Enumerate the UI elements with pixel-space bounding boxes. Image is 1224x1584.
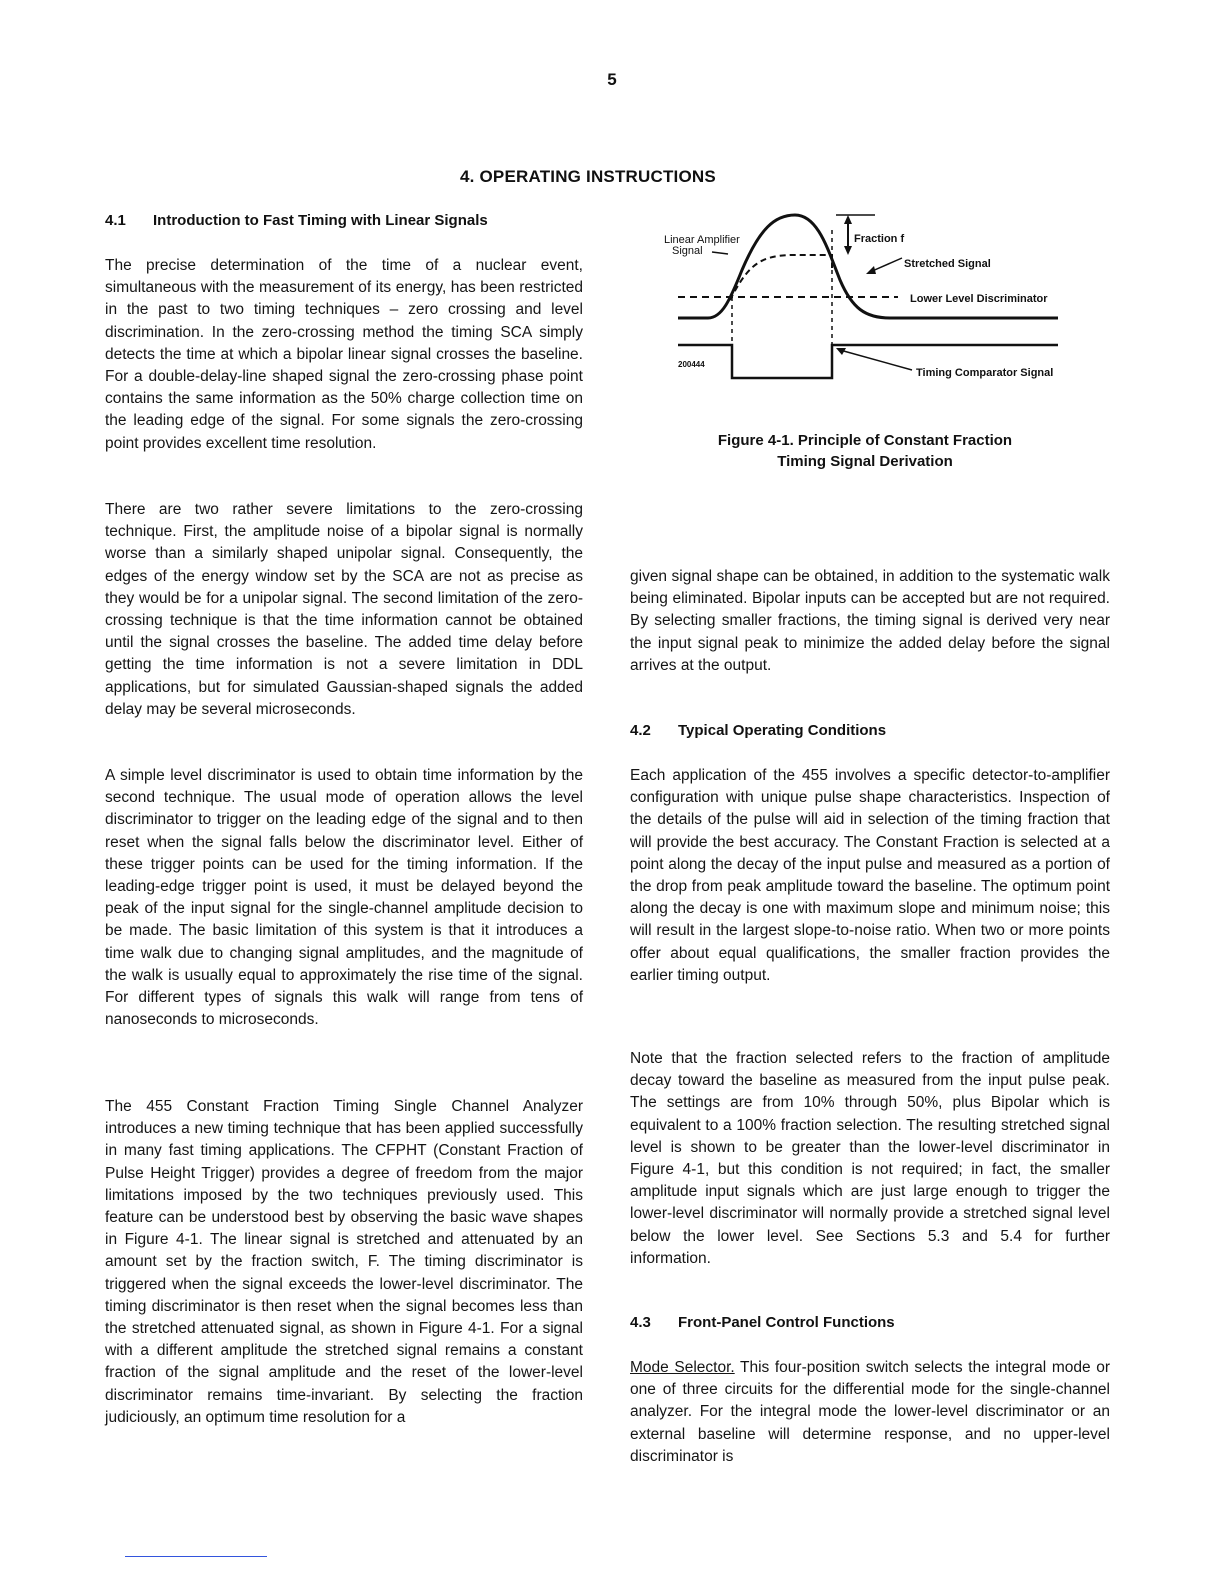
label-linear-amplifier: Linear Amplifier xyxy=(664,234,740,246)
fraction-arrowhead-up xyxy=(844,215,852,224)
section-number: 4.1 xyxy=(105,212,126,229)
section-title: Introduction to Fast Timing with Linear Signals xyxy=(153,212,488,229)
figure-caption xyxy=(660,430,1070,472)
label-signal: Signal xyxy=(672,245,703,257)
caption-line-1: Figure 4-1. Principle of Constant Fraction xyxy=(717,432,1013,449)
section-heading-4-1 xyxy=(105,212,488,229)
signal-pointer xyxy=(712,252,728,254)
paragraph-zero-crossing-limitations: There are two rather severe limitations to the zero-crossing technique. First, the amplitude noise of a bipolar signal is normally worse than a similarly shaped unipolar signal. Consequently, the edges of the energy window set by the SCA are not as precise as they would be for a unipolar signal. The second limitation of the zero-crossing technique is that the time information cannot be obtained until the signal crosses the baseline. The added time delay before getting the time information is not a severe limitation in DDL applications, but for simulated Gaussian-shaped signals the added delay may be several microseconds. xyxy=(105,501,583,718)
paragraph-mode-selector xyxy=(630,1357,1110,1468)
paragraph-zero-crossing-intro: The precise determination of the time of a nuclear event, simultaneous with the measurement of its energy, has been restricted in the past to two timing techniques – zero crossing and level discrimination. In the zero-crossing method the timing SCA simply detects the time at which a bipolar linear signal crosses the baseline. For a double-delay-line shaped signal the zero-crossing phase point contains the same information as the 50% charge collection time on the leading edge of the signal. For some signals the zero-crossing point provides excellent time resolution. xyxy=(105,257,583,452)
label-figure-code: 200444 xyxy=(678,360,705,369)
paragraph-level-discriminator: A simple level discriminator is used to obtain time information by the second technique. The usual mode of operation allows the level discriminator to trigger on the leading edge of the signal and to then reset when the signal falls below the discriminator level. Either of these trigger points can be used for the timing information. If the leading-edge trigger point is used, it must be delayed beyond the peak of the input signal for the single-channel amplitude decision to be made. The basic limitation of this system is that it introduces a time walk due to changing signal amplitudes, and the magnitude of the walk is usually equal to approximately the rise time of the signal. For different types of signals this walk will range from tens of nanoseconds to microseconds. xyxy=(105,767,583,1029)
label-stretched-signal: Stretched Signal xyxy=(904,258,991,270)
paragraph-operating-conditions: Each application of the 455 involves a specific detector-to-amplifier configuration with unique pulse shape characteristics. Inspection of the details of the pulse will aid in selection of the timing fraction that will provide the best accuracy. The Constant Fraction is selected at a point along the decay of the input pulse and measured as a portion of the drop from peak amplitude toward the baseline. The optimum point along the decay is one with maximum slope and minimum noise; this will result in the largest slope-to-noise ratio. When two or more points offer about equal qualifications, the smaller fraction provides the earlier timing output. xyxy=(630,767,1110,984)
figure-4-1-diagram xyxy=(660,210,1070,390)
waveform-diagram xyxy=(660,210,1070,390)
mode-selector-description: This four-position switch selects the integral mode or one of three circuits for the differential mode for the single-channel analyzer. For the integral mode the lower-level discriminator or an external baseline will determine response, and no upper-level discriminator is xyxy=(630,1359,1110,1465)
section-number: 4.3 xyxy=(630,1314,651,1331)
section-heading-4-3 xyxy=(630,1314,895,1331)
section-number: 4.2 xyxy=(630,722,651,739)
label-lower-level-discriminator: Lower Level Discriminator xyxy=(910,293,1048,305)
chapter-title: 4. OPERATING INSTRUCTIONS xyxy=(460,167,716,186)
label-fraction: Fraction f xyxy=(854,233,905,245)
caption-line-2: Timing Signal Derivation xyxy=(777,453,953,470)
paragraph-cfpht: The 455 Constant Fraction Timing Single Channel Analyzer introduces a new timing technique that has been applied successfully in many fast timing applications. The CFPHT (Constant Fraction of Pulse Height Trigger) provides a degree of freedom from the major limitations imposed by the two techniques previously used. This feature can be understood best by observing the basic wave shapes in Figure 4-1. The linear signal is stretched and attenuated by an amount set by the fraction switch, F. The timing discriminator is triggered when the signal exceeds the lower-level discriminator. The timing discriminator is then reset when the signal becomes less than the stretched attenuated signal, as shown in Figure 4-1. For a signal with a different amplitude the stretched signal remains a constant fraction of the signal amplitude and the reset of the lower-level discriminator remains time-invariant. By selecting the fraction judiciously, an optimum time resolution for a xyxy=(105,1098,583,1426)
stretched-pointer-head xyxy=(866,266,876,274)
fraction-arrowhead-down xyxy=(844,246,852,255)
timing-pointer xyxy=(840,350,912,370)
paragraph-fraction-note: Note that the fraction selected refers to the fraction of amplitude decay toward the baseline as measured from the input pulse peak. The settings are from 10% through 50%, plus Bipolar which is equivalent to a 100% fraction selection. The resulting stretched signal level is shown to be greater than the lower-level discriminator in Figure 4-1, but this condition is not required; in fact, the smaller amplitude input signals which are just large enough to trigger the lower-level discriminator will normally provide a stretched signal level below the lower level. See Sections 5.3 and 5.4 for further information. xyxy=(630,1050,1110,1267)
paragraph-cfpht-continued: given signal shape can be obtained, in addition to the systematic walk being eliminated. Bipolar inputs can be accepted but are not required. By selecting smaller fractions, the timing signal is derived very near the input signal peak to minimize the added delay before the signal arrives at the output. xyxy=(630,568,1110,674)
page-number: 5 xyxy=(607,70,617,89)
label-timing-comparator: Timing Comparator Signal xyxy=(916,367,1054,379)
footnote-rule xyxy=(125,1556,267,1557)
section-heading-4-2 xyxy=(630,722,886,739)
mode-selector-term: Mode Selector. xyxy=(630,1359,735,1376)
section-title: Front-Panel Control Functions xyxy=(678,1314,895,1331)
section-title: Typical Operating Conditions xyxy=(678,722,887,739)
